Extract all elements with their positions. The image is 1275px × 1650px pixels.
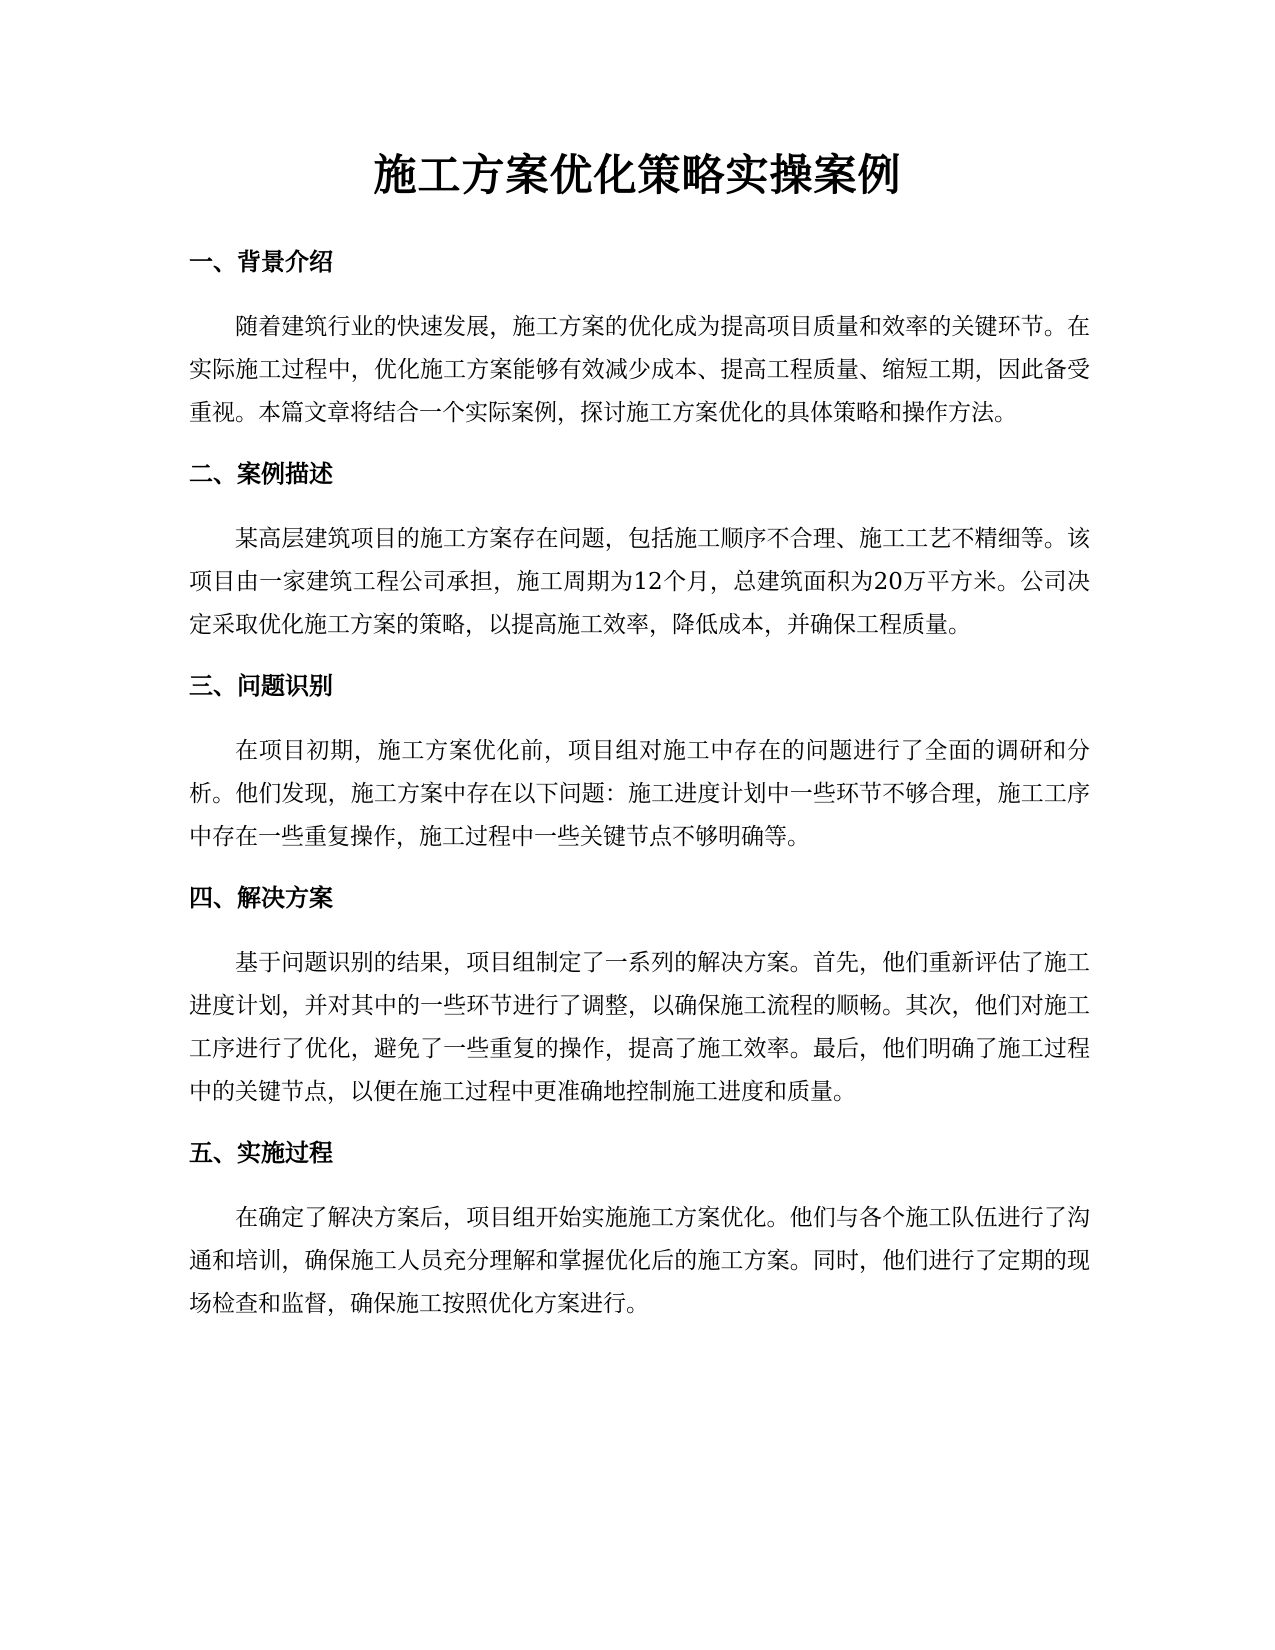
section-solution (189, 880, 1090, 1114)
section-heading: 四、解决方案 (189, 884, 333, 912)
section-heading: 二、案例描述 (189, 460, 333, 488)
document-body (189, 244, 1090, 1347)
section-paragraph: 基于问题识别的结果，项目组制定了一系列的解决方案。首先，他们重新评估了施工进度计划，并对其中的一些环节进行了调整，以确保施工流程的顺畅。其次，他们对施工工序进行了优化，避免了一些重复的操作，提高了施工效率。最后，他们明确了施工过程中的关键节点，以便在施工过程中更准确地控制施工进度和质量。 (189, 950, 1090, 1105)
section-heading: 五、实施过程 (189, 1139, 333, 1167)
section-paragraph: 在项目初期，施工方案优化前，项目组对施工中存在的问题进行了全面的调研和分析。他们发现，施工方案中存在以下问题：施工进度计划中一些环节不够合理，施工工序中存在一些重复操作，施工过程中一些关键节点不够明确等。 (189, 738, 1090, 850)
page-title: 施工方案优化策略实操案例 (373, 151, 902, 201)
section-heading: 一、背景介绍 (189, 248, 333, 276)
section-problem-identification (189, 668, 1090, 859)
section-paragraph: 在确定了解决方案后，项目组开始实施施工方案优化。他们与各个施工队伍进行了沟通和培训，确保施工人员充分理解和掌握优化后的施工方案。同时，他们进行了定期的现场检查和监督，确保施工按照优化方案进行。 (189, 1205, 1090, 1317)
section-case-description (189, 456, 1090, 647)
section-implementation (189, 1135, 1090, 1326)
section-background (189, 244, 1090, 435)
section-paragraph: 随着建筑行业的快速发展，施工方案的优化成为提高项目质量和效率的关键环节。在实际施工过程中，优化施工方案能够有效减少成本、提高工程质量、缩短工期，因此备受重视。本篇文章将结合一个实际案例，探讨施工方案优化的具体策略和操作方法。 (189, 314, 1090, 426)
section-paragraph: 某高层建筑项目的施工方案存在问题，包括施工顺序不合理、施工工艺不精细等。该项目由一家建筑工程公司承担，施工周期为12个月，总建筑面积为20万平方米。公司决定采取优化施工方案的策略，以提高施工效率，降低成本，并确保工程质量。 (189, 526, 1090, 638)
section-heading: 三、问题识别 (189, 672, 333, 700)
